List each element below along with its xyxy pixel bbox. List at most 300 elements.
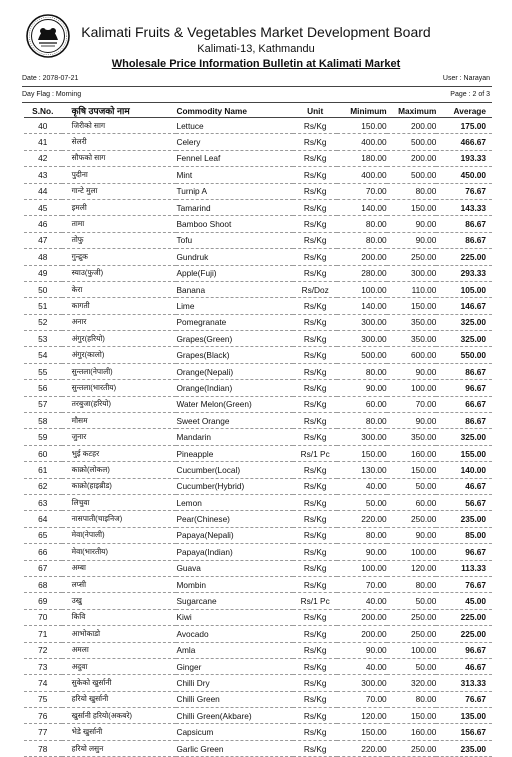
cell-nepali-name: अंगुर(कालो) [62,347,177,363]
cell-sno: 70 [24,609,62,625]
cell-commodity: Gundruk [176,249,293,265]
page-subtitle: Kalimati-13, Kathmandu [197,43,315,55]
cell-nepali-name: तामा [62,216,177,232]
cell-commodity: Pineapple [176,445,293,461]
cell-unit: Rs/Kg [293,560,337,576]
cell-minimum: 300.00 [337,314,387,330]
cell-commodity: Pear(Chinese) [176,511,293,527]
cell-sno: 56 [24,380,62,396]
cell-nepali-name: गान्टे मुला [62,183,177,199]
col-header-nepali-name: कृषि उपजको नाम [71,106,130,116]
table-row [24,724,492,740]
cell-sno: 46 [24,216,62,232]
report-user: User : Narayan [442,75,490,82]
table-row [24,380,492,396]
cell-average: 143.33 [436,199,492,215]
cell-nepali-name: उखु [62,593,177,609]
cell-maximum: 200.00 [387,118,437,134]
cell-sno: 69 [24,593,62,609]
cell-average: 155.00 [436,445,492,461]
cell-maximum: 100.00 [387,544,437,560]
cell-minimum: 70.00 [337,183,387,199]
cell-average: 86.67 [436,216,492,232]
cell-sno: 45 [24,199,62,215]
cell-commodity: Lime [176,298,293,314]
cell-commodity: Fennel Leaf [176,150,293,166]
cell-average: 293.33 [436,265,492,281]
table-row [24,544,492,560]
cell-maximum: 350.00 [387,314,437,330]
cell-average: 235.00 [436,740,492,756]
cell-maximum: 90.00 [387,232,437,248]
cell-average: 113.33 [436,560,492,576]
cell-sno: 57 [24,396,62,412]
cell-minimum: 300.00 [337,675,387,691]
cell-average: 76.67 [436,576,492,592]
cell-minimum: 140.00 [337,298,387,314]
cell-sno: 61 [24,462,62,478]
table-row [24,626,492,642]
cell-average: 86.67 [436,413,492,429]
cell-unit: Rs/Kg [293,642,337,658]
cell-average: 225.00 [436,249,492,265]
cell-maximum: 160.00 [387,445,437,461]
cell-average: 105.00 [436,281,492,297]
cell-maximum: 500.00 [387,134,437,150]
cell-unit: Rs/Kg [293,199,337,215]
cell-maximum: 90.00 [387,527,437,543]
table-row [24,167,492,183]
cell-average: 325.00 [436,429,492,445]
cell-minimum: 50.00 [337,494,387,510]
report-header [0,0,512,80]
cell-nepali-name: भुई कटहर [62,445,177,461]
cell-minimum: 80.00 [337,527,387,543]
cell-maximum: 60.00 [387,494,437,510]
cell-sno: 58 [24,413,62,429]
cell-commodity: Pomegranate [176,314,293,330]
cell-sno: 42 [24,150,62,166]
cell-average: 85.00 [436,527,492,543]
table-row [24,478,492,494]
cell-nepali-name: मेवा(नेपाली) [62,527,177,543]
cell-commodity: Mandarin [176,429,293,445]
table-row [24,609,492,625]
cell-sno: 65 [24,527,62,543]
cell-minimum: 80.00 [337,413,387,429]
cell-average: 550.00 [436,347,492,363]
cell-minimum: 80.00 [337,363,387,379]
table-row [24,494,492,510]
cell-minimum: 40.00 [337,593,387,609]
table-row [24,429,492,445]
cell-minimum: 70.00 [337,691,387,707]
cell-average: 225.00 [436,626,492,642]
cell-average: 325.00 [436,331,492,347]
cell-average: 225.00 [436,609,492,625]
cell-unit: Rs/Kg [293,150,337,166]
cell-commodity: Water Melon(Green) [176,396,293,412]
table-row [24,462,492,478]
cell-maximum: 150.00 [387,199,437,215]
cell-minimum: 90.00 [337,544,387,560]
cell-nepali-name: काक्रो(हाइब्रीड) [62,478,177,494]
cell-commodity: Chilli Green [176,691,293,707]
cell-minimum: 200.00 [337,626,387,642]
cell-minimum: 40.00 [337,478,387,494]
table-row [24,183,492,199]
cell-unit: Rs/Kg [293,740,337,756]
cell-minimum: 150.00 [337,724,387,740]
table-row [24,576,492,592]
cell-nepali-name: मौसम [62,413,177,429]
cell-unit: Rs/Kg [293,544,337,560]
cell-average: 135.00 [436,708,492,724]
cell-commodity: Papaya(Indian) [176,544,293,560]
cell-commodity: Turnip A [176,183,293,199]
cell-average: 146.67 [436,298,492,314]
cell-minimum: 300.00 [337,331,387,347]
cell-sno: 72 [24,642,62,658]
cell-maximum: 150.00 [387,708,437,724]
cell-nepali-name: हरियो लसुन [62,740,177,756]
cell-maximum: 250.00 [387,249,437,265]
cell-commodity: Garlic Green [176,740,293,756]
cell-sno: 47 [24,232,62,248]
table-row [24,413,492,429]
cell-minimum: 100.00 [337,281,387,297]
table-row [24,347,492,363]
cell-sno: 49 [24,265,62,281]
cell-commodity: Orange(Nepali) [176,363,293,379]
cell-average: 86.67 [436,363,492,379]
cell-unit: Rs/Kg [293,576,337,592]
table-row [24,740,492,756]
cell-minimum: 400.00 [337,167,387,183]
cell-minimum: 220.00 [337,511,387,527]
cell-nepali-name: तोफु [62,232,177,248]
table-row [24,445,492,461]
cell-unit: Rs/Kg [293,216,337,232]
cell-commodity: Grapes(Black) [176,347,293,363]
divider [22,86,492,87]
cell-nepali-name: तरबुजा(हरियो) [62,396,177,412]
cell-nepali-name: सुकेको खुर्सानी [62,675,177,691]
cell-unit: Rs/Kg [293,413,337,429]
cell-maximum: 150.00 [387,462,437,478]
table-header-row [24,104,492,118]
cell-minimum: 70.00 [337,576,387,592]
cell-commodity: Chilli Green(Akbare) [176,708,293,724]
cell-average: 313.33 [436,675,492,691]
cell-maximum: 320.00 [387,675,437,691]
cell-maximum: 100.00 [387,642,437,658]
cell-sno: 50 [24,281,62,297]
cell-average: 76.67 [436,183,492,199]
cell-unit: Rs/Kg [293,478,337,494]
cell-unit: Rs/Kg [293,527,337,543]
table-row [24,298,492,314]
cell-unit: Rs/Kg [293,609,337,625]
cell-nepali-name: सौफको साग [62,150,177,166]
cell-commodity: Grapes(Green) [176,331,293,347]
cell-unit: Rs/Kg [293,675,337,691]
cell-sno: 78 [24,740,62,756]
cell-nepali-name: हरियो खुर्सानी [62,691,177,707]
cell-maximum: 50.00 [387,658,437,674]
cell-commodity: Chilli Dry [176,675,293,691]
cell-nepali-name: जुनार [62,429,177,445]
cell-sno: 44 [24,183,62,199]
cell-average: 140.00 [436,462,492,478]
cell-unit: Rs/Kg [293,724,337,740]
cell-sno: 73 [24,658,62,674]
cell-commodity: Celery [176,134,293,150]
cell-nepali-name: आभोकाडो [62,626,177,642]
cell-minimum: 220.00 [337,740,387,756]
cell-unit: Rs/Kg [293,314,337,330]
table-row [24,642,492,658]
cell-sno: 63 [24,494,62,510]
cell-nepali-name: मेवा(भारतीय) [62,544,177,560]
cell-unit: Rs/Kg [293,183,337,199]
cell-sno: 40 [24,118,62,134]
cell-maximum: 70.00 [387,396,437,412]
cell-commodity: Guava [176,560,293,576]
cell-sno: 62 [24,478,62,494]
cell-maximum: 150.00 [387,298,437,314]
cell-nepali-name: अनार [62,314,177,330]
cell-unit: Rs/Kg [293,265,337,281]
cell-commodity: Avocado [176,626,293,642]
report-date: Date : 2078-07-21 [22,75,79,82]
cell-maximum: 110.00 [387,281,437,297]
cell-nepali-name: सुन्तला(भारतीय) [62,380,177,396]
cell-commodity: Papaya(Nepali) [176,527,293,543]
col-header-sno: S.No. [32,105,54,116]
cell-unit: Rs/1 Pc [293,593,337,609]
cell-sno: 71 [24,626,62,642]
cell-maximum: 250.00 [387,740,437,756]
cell-minimum: 150.00 [337,118,387,134]
cell-sno: 43 [24,167,62,183]
table-row [24,216,492,232]
cell-minimum: 180.00 [337,150,387,166]
cell-average: 96.67 [436,380,492,396]
divider [22,102,492,103]
cell-nepali-name: काक्रो(लोकल) [62,462,177,478]
cell-minimum: 150.00 [337,445,387,461]
table-row [24,314,492,330]
cell-nepali-name: अंगुर(हरियो) [62,331,177,347]
cell-sno: 55 [24,363,62,379]
cell-nepali-name: लिचुवा [62,494,177,510]
cell-average: 466.67 [436,134,492,150]
table-row [24,232,492,248]
cell-unit: Rs/Kg [293,429,337,445]
cell-maximum: 250.00 [387,609,437,625]
col-header-maximum: Maximum [398,105,437,116]
table-row [24,708,492,724]
table-row [24,691,492,707]
cell-minimum: 130.00 [337,462,387,478]
cell-minimum: 120.00 [337,708,387,724]
cell-nepali-name: किवि [62,609,177,625]
cell-sno: 74 [24,675,62,691]
cell-commodity: Sugarcane [176,593,293,609]
table-row [24,150,492,166]
table-row [24,363,492,379]
cell-commodity: Tamarind [176,199,293,215]
table-row [24,281,492,297]
col-header-average: Average [453,105,486,116]
table-row [24,134,492,150]
cell-maximum: 300.00 [387,265,437,281]
cell-unit: Rs/Kg [293,331,337,347]
cell-minimum: 280.00 [337,265,387,281]
cell-unit: Rs/Doz [293,281,337,297]
cell-sno: 48 [24,249,62,265]
table-row [24,118,492,134]
cell-unit: Rs/Kg [293,363,337,379]
cell-average: 193.33 [436,150,492,166]
table-row [24,265,492,281]
cell-unit: Rs/Kg [293,494,337,510]
cell-unit: Rs/Kg [293,249,337,265]
cell-sno: 41 [24,134,62,150]
cell-maximum: 250.00 [387,626,437,642]
cell-nepali-name: सुन्तला(नेपाली) [62,363,177,379]
cell-unit: Rs/Kg [293,298,337,314]
cell-commodity: Tofu [176,232,293,248]
cell-unit: Rs/Kg [293,380,337,396]
cell-sno: 54 [24,347,62,363]
cell-commodity: Banana [176,281,293,297]
cell-minimum: 140.00 [337,199,387,215]
cell-sno: 59 [24,429,62,445]
cell-sno: 68 [24,576,62,592]
col-header-commodity: Commodity Name [176,105,247,116]
cell-sno: 76 [24,708,62,724]
table-row [24,658,492,674]
cell-average: 45.00 [436,593,492,609]
cell-nepali-name: जिरीको साग [62,118,177,134]
col-header-minimum: Minimum [350,105,387,116]
cell-nepali-name: कागती [62,298,177,314]
cell-maximum: 200.00 [387,150,437,166]
table-row [24,675,492,691]
table-row [24,199,492,215]
cell-nepali-name: इमली [62,199,177,215]
cell-unit: Rs/Kg [293,462,337,478]
cell-nepali-name: सेलरी [62,134,177,150]
cell-nepali-name: अम्बा [62,560,177,576]
table-row [24,593,492,609]
cell-unit: Rs/Kg [293,396,337,412]
page-number: Page : 2 of 3 [450,91,490,98]
cell-minimum: 90.00 [337,380,387,396]
cell-unit: Rs/Kg [293,167,337,183]
cell-commodity: Lemon [176,494,293,510]
table-row [24,331,492,347]
cell-sno: 64 [24,511,62,527]
page-title: Kalimati Fruits & Vegetables Market Development Board [81,24,431,40]
bulletin-title: Wholesale Price Information Bulletin at Kalimati Market [111,58,401,70]
cell-maximum: 350.00 [387,429,437,445]
cell-maximum: 50.00 [387,478,437,494]
cell-commodity: Amla [176,642,293,658]
cell-commodity: Cucumber(Local) [176,462,293,478]
cell-minimum: 60.00 [337,396,387,412]
cell-average: 96.67 [436,544,492,560]
table-row [24,527,492,543]
cell-sno: 67 [24,560,62,576]
cell-commodity: Mint [176,167,293,183]
cell-minimum: 90.00 [337,642,387,658]
cell-minimum: 40.00 [337,658,387,674]
table-row [24,396,492,412]
cell-sno: 53 [24,331,62,347]
col-header-unit: Unit [307,105,324,116]
cell-nepali-name: लप्सी [62,576,177,592]
cell-nepali-name: अमला [62,642,177,658]
cell-commodity: Kiwi [176,609,293,625]
cell-average: 76.67 [436,691,492,707]
table-row [24,511,492,527]
cell-average: 450.00 [436,167,492,183]
cell-commodity: Bamboo Shoot [176,216,293,232]
cell-sno: 60 [24,445,62,461]
day-flag: Day Flag : Morning [22,91,82,98]
cell-maximum: 80.00 [387,183,437,199]
cell-commodity: Orange(Indian) [176,380,293,396]
cell-nepali-name: नासपाती(चाइनिज) [62,511,177,527]
cell-unit: Rs/Kg [293,232,337,248]
cell-commodity: Apple(Fuji) [176,265,293,281]
cell-minimum: 500.00 [337,347,387,363]
cell-maximum: 120.00 [387,560,437,576]
cell-average: 325.00 [436,314,492,330]
cell-nepali-name: अदुवा [62,658,177,674]
cell-unit: Rs/Kg [293,658,337,674]
cell-average: 56.67 [436,494,492,510]
cell-nepali-name: पुदीना [62,167,177,183]
cell-maximum: 250.00 [387,511,437,527]
cell-commodity: Lettuce [176,118,293,134]
cell-maximum: 80.00 [387,576,437,592]
cell-unit: Rs/Kg [293,626,337,642]
cell-commodity: Ginger [176,658,293,674]
cell-maximum: 600.00 [387,347,437,363]
cell-minimum: 100.00 [337,560,387,576]
cell-unit: Rs/Kg [293,511,337,527]
cell-sno: 66 [24,544,62,560]
cell-unit: Rs/Kg [293,118,337,134]
cell-maximum: 100.00 [387,380,437,396]
cell-sno: 51 [24,298,62,314]
cell-nepali-name: केरा [62,281,177,297]
table-row [24,249,492,265]
cell-average: 86.67 [436,232,492,248]
cell-average: 46.67 [436,658,492,674]
cell-sno: 52 [24,314,62,330]
cell-commodity: Capsicum [176,724,293,740]
cell-maximum: 160.00 [387,724,437,740]
cell-commodity: Sweet Orange [176,413,293,429]
cell-maximum: 90.00 [387,216,437,232]
cell-minimum: 200.00 [337,609,387,625]
cell-minimum: 200.00 [337,249,387,265]
